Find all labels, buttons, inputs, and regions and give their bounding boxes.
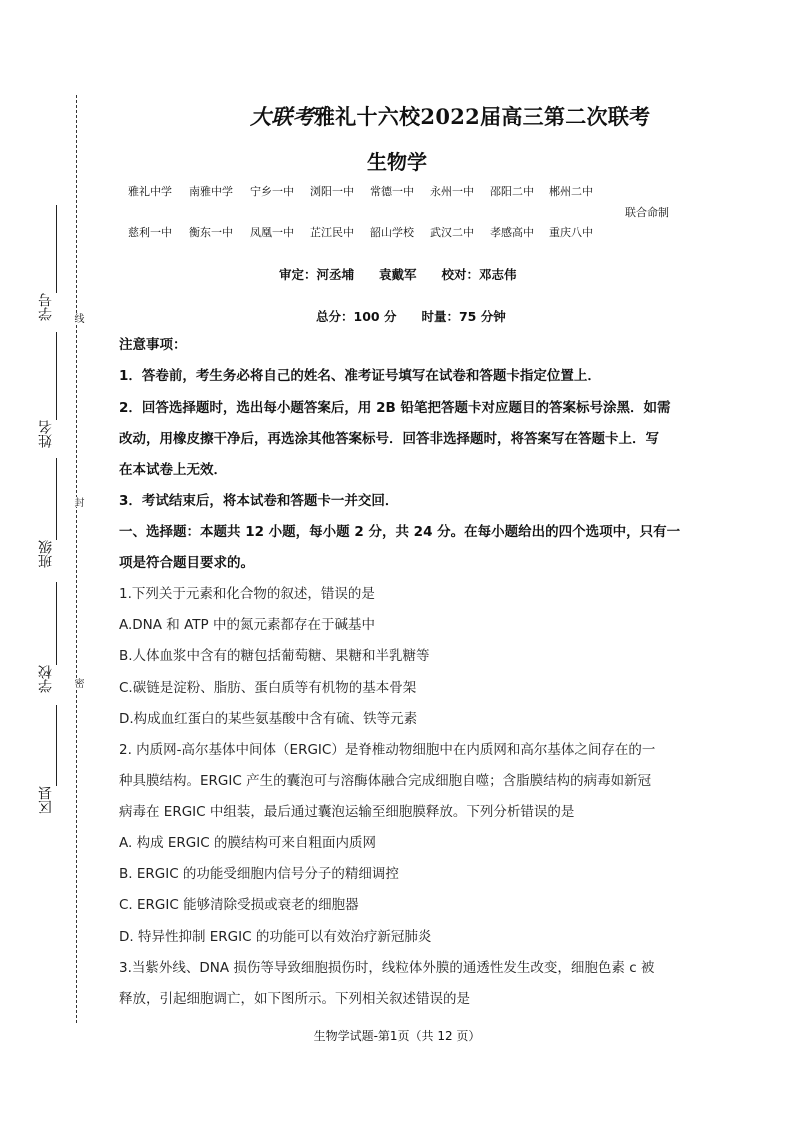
school-name: 永州一中 — [430, 185, 474, 198]
margin-label-student-id: 学号 — [38, 293, 54, 321]
notes-line: 在本试卷上无效． — [119, 462, 227, 478]
exam-title — [250, 101, 650, 131]
school-name: 宁乡一中 — [250, 185, 294, 198]
cut-word-seal: 封 — [67, 497, 85, 507]
school-name: 南雅中学 — [189, 185, 233, 198]
exam-title-text: 雅礼十六校2022届高三第二次联考 — [313, 104, 651, 129]
school-name: 重庆八中 — [549, 226, 593, 239]
school-name: 浏阳一中 — [310, 185, 354, 198]
class-write-line — [56, 458, 57, 540]
option-line: D.构成血红蛋白的某些氨基酸中含有硫、铁等元素 — [119, 711, 418, 727]
school-name: 雅礼中学 — [128, 185, 172, 198]
school-name: 武汉二中 — [430, 226, 474, 239]
notes-heading: 注意事项： — [119, 337, 187, 353]
subject-title: 生物学 — [367, 150, 427, 174]
option-line: B. ERGIC 的功能受细胞内信号分子的精细调控 — [119, 866, 399, 882]
student-id-write-line — [56, 205, 57, 293]
school-name: 凤凰一中 — [250, 226, 294, 239]
score-time-line: 总分：100 分 时量：75 分钟 — [316, 309, 506, 324]
option-line: C. ERGIC 能够清除受损或衰老的细胞器 — [119, 897, 359, 913]
option-line: D. 特异性抑制 ERGIC 的功能可以有效治疗新冠肺炎 — [119, 929, 432, 945]
name-write-line — [56, 332, 57, 420]
school-name: 芷江民中 — [310, 226, 354, 239]
option-line: B.人体血浆中含有的糖包括葡萄糖、果糖和半乳糖等 — [119, 648, 430, 664]
margin-label-school: 学校 — [38, 665, 54, 693]
school-name: 郴州二中 — [549, 185, 593, 198]
school-name: 韶山学校 — [370, 226, 414, 239]
binding-cut-line — [76, 95, 77, 1023]
cut-word-secret: 密 — [67, 678, 85, 688]
section-heading: 一、选择题：本题共 12 小题，每小题 2 分，共 24 分。在每小题给出的四个选项中，只有一 — [119, 524, 681, 540]
page-footer: 生物学试题-第1页（共 12 页） — [313, 1029, 481, 1043]
question-line: 1.下列关于元素和化合物的叙述，错误的是 — [119, 586, 375, 602]
exam-brand: 大联考 — [250, 104, 314, 129]
question-line: 种具膜结构。ERGIC 产生的囊泡可与溶酶体融合完成细胞自噬；含脂膜结构的病毒如新冠 — [119, 773, 652, 789]
margin-label-name: 姓名 — [38, 420, 54, 448]
district-write-line — [56, 705, 57, 786]
option-line: C.碳链是淀粉、脂肪、蛋白质等有机物的基本骨架 — [119, 680, 417, 696]
option-line: A.DNA 和 ATP 中的氮元素都存在于碱基中 — [119, 617, 375, 633]
reviewers-line: 审定：河丞埔 袁戴军 校对：邓志伟 — [279, 267, 517, 282]
school-name: 常德一中 — [370, 185, 414, 198]
option-line: A. 构成 ERGIC 的膜结构可来自粗面内质网 — [119, 835, 376, 851]
notes-line: 1．答卷前，考生务必将自己的姓名、准考证号填写在试卷和答题卡指定位置上． — [119, 368, 601, 384]
school-name: 衡东一中 — [189, 226, 233, 239]
school-name: 孝感高中 — [490, 226, 534, 239]
school-write-line — [56, 582, 57, 665]
school-name: 慈利一中 — [128, 226, 172, 239]
notes-line: 2．回答选择题时，选出每小题答案后，用 2B 铅笔把答题卡对应题目的答案标号涂黑．如需 — [119, 400, 671, 416]
school-name: 邵阳二中 — [490, 185, 534, 198]
question-line: 2. 内质网-高尔基体中间体（ERGIC）是脊椎动物细胞中在内质网和高尔基体之间存在的一 — [119, 742, 656, 758]
section-heading: 项是符合题目要求的。 — [119, 555, 254, 571]
joint-label: 联合命制 — [625, 206, 669, 219]
question-line: 病毒在 ERGIC 中组装，最后通过囊泡运输至细胞膜释放。下列分析错误的是 — [119, 804, 575, 820]
question-line: 3.当紫外线、DNA 损伤等导致细胞损伤时，线粒体外膜的通透性发生改变，细胞色素 c 被 — [119, 960, 655, 976]
notes-line: 改动，用橡皮擦干净后，再选涂其他答案标号．回答非选择题时，将答案写在答题卡上．写 — [119, 431, 659, 447]
cut-word-line: 线 — [67, 313, 85, 323]
question-line: 释放，引起细胞调亡，如下图所示。下列相关叙述错误的是 — [119, 991, 470, 1007]
margin-label-district: 区县 — [38, 786, 54, 814]
notes-line: 3．考试结束后，将本试卷和答题卡一并交回． — [119, 493, 399, 509]
margin-label-class: 班级 — [38, 540, 54, 568]
